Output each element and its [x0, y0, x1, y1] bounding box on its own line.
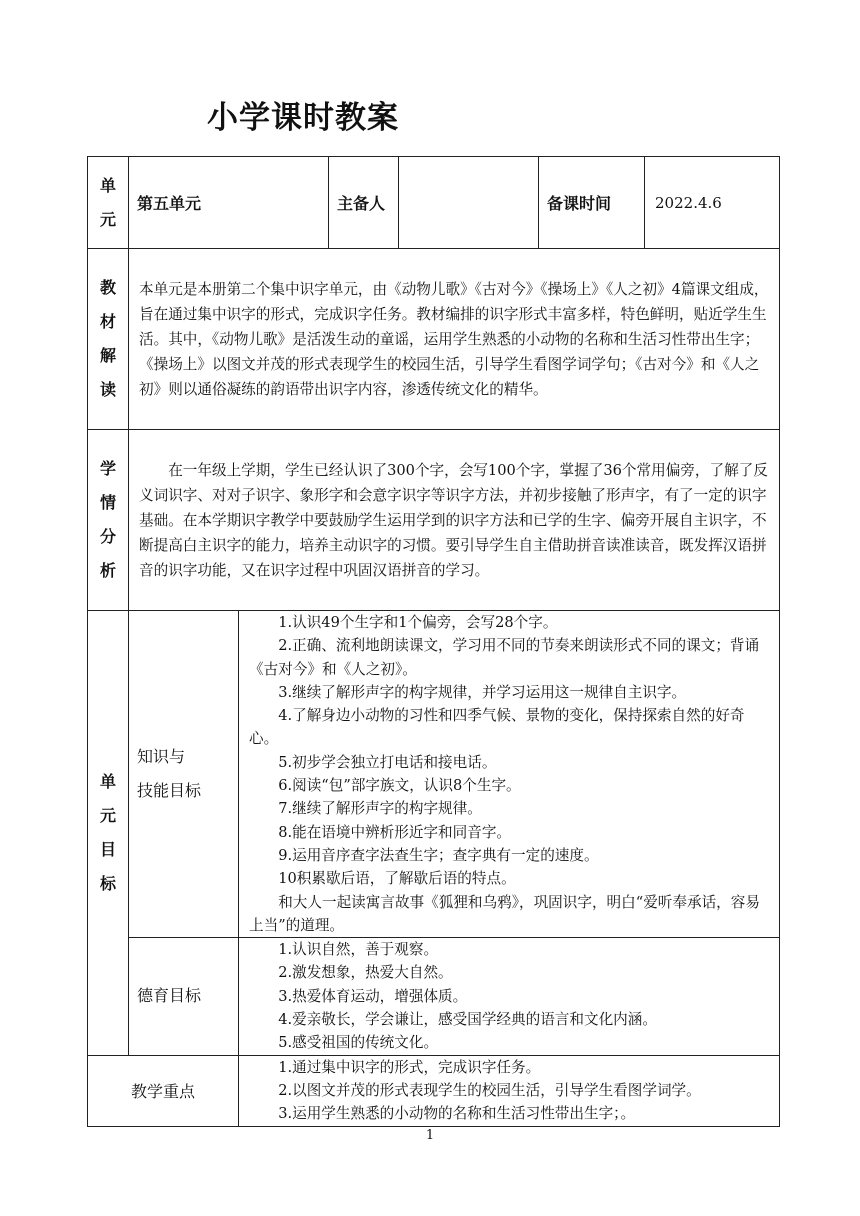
list-item: 4.爱亲敬长，学会谦让，感受国学经典的语言和文化内涵。	[278, 1011, 657, 1029]
list-item: 和大人一起读寓言故事《狐狸和乌鸦》，巩固识字，明白“爱听奉承话，容易上当”的道理。	[249, 893, 760, 934]
students-row	[88, 430, 780, 611]
textbook-text: 本单元是本册第二个集中识字单元，由《动物儿歌》《古对今》《操场上》《人之初》4篇课文组成，旨在通过集中识字的形式，完成识字任务。教材编排的识字形式丰富多样，特色鲜明，贴近学生生活。其中，《动物儿歌》是活泼生动的童谣，运用学生熟悉的小动物的名称和生活习性带出生字；《操场上》以图文并茂的形式表现学生的校园生活，引导学生看图学词学句；《古对今》和《人之初》则以通俗凝练的韵语带出识字内容，渗透传统文化的精华。	[129, 249, 780, 430]
unit-label: 单 元	[88, 157, 129, 249]
textbook-label: 教 材 解 读	[88, 249, 129, 430]
date-value: 2022.4.6	[645, 157, 780, 249]
unit-value: 第五单元	[129, 157, 329, 249]
list-item: 1.通过集中识字的形式，完成识字任务。	[278, 1058, 541, 1076]
lesson-plan-table	[87, 156, 780, 1127]
list-item: 3.运用学生熟悉的小动物的名称和生活习性带出生字；。	[278, 1105, 636, 1123]
list-item: 3.热爱体育运动，增强体质。	[278, 987, 468, 1005]
students-text: 在一年级上学期，学生已经认识了300个字，会写100个字，掌握了36个常用偏旁，了解了反义词识字、对对子识字、象形字和会意字识字等识字方法，并初步接触了形声字，有了一定的识字基础。在本学期识字教学中要鼓励学生运用学到的识字方法和已学的生字、偏旁开展自主识字，不断提高白主识字的能力，培养主动识字的习惯。要引导学生自主借助拼音读准读音，既发挥汉语拼音的识字功能，又在识字过程中巩固汉语拼音的学习。	[129, 430, 780, 611]
focus-label: 教学重点	[88, 1055, 239, 1126]
knowledge-goals-row	[88, 611, 780, 938]
page-number: 1	[425, 1128, 435, 1143]
list-item: 7.继续了解形声字的构字规律。	[278, 800, 482, 818]
list-item: 6.阅读“包”部字族文，认识8个生字。	[278, 777, 521, 795]
focus-list	[239, 1055, 780, 1126]
moral-goals-row	[88, 938, 780, 1055]
moral-goals-label: 德育目标	[129, 938, 239, 1055]
date-label: 备课时间	[539, 157, 645, 249]
preparer-value	[399, 157, 539, 249]
document-title: 小学课时教案	[207, 100, 399, 136]
students-label: 学 情 分 析	[88, 430, 129, 611]
list-item: 1.认识自然，善于观察。	[278, 941, 439, 959]
textbook-row	[88, 249, 780, 430]
list-item: 5.初步学会独立打电话和接电话。	[278, 753, 497, 771]
list-item: 5.感受祖国的传统文化。	[278, 1034, 439, 1052]
list-item: 2.正确、流利地朗读课文，学习用不同的节奏来朗读形式不同的课文；背诵《古对今》和《人之初》。	[249, 637, 760, 678]
header-row	[88, 157, 780, 249]
list-item: 3.继续了解形声字的构字规律，并学习运用这一规律自主识字。	[278, 683, 687, 701]
list-item: 4.了解身边小动物的习性和四季气候、景物的变化，保持探索自然的好奇心。	[249, 707, 745, 748]
list-item: 9.运用音序查字法查生字；查字典有一定的速度。	[278, 846, 599, 864]
knowledge-goals-label: 知识与 技能目标	[129, 611, 239, 938]
goals-label: 单 元 目 标	[88, 611, 129, 1056]
list-item: 2.激发想象，热爱大自然。	[278, 964, 453, 982]
list-item: 8.能在语境中辨析形近字和同音字。	[278, 823, 512, 841]
focus-row	[88, 1055, 780, 1126]
knowledge-goals-list	[239, 611, 780, 938]
preparer-label: 主备人	[329, 157, 399, 249]
list-item: 10积累歇后语，了解歇后语的特点。	[278, 870, 516, 888]
list-item: 1.认识49个生字和1个偏旁，会写28个字。	[278, 614, 558, 631]
list-item: 2.以图文并茂的形式表现学生的校园生活，引导学生看图学词学。	[278, 1081, 701, 1099]
moral-goals-list	[239, 938, 780, 1055]
